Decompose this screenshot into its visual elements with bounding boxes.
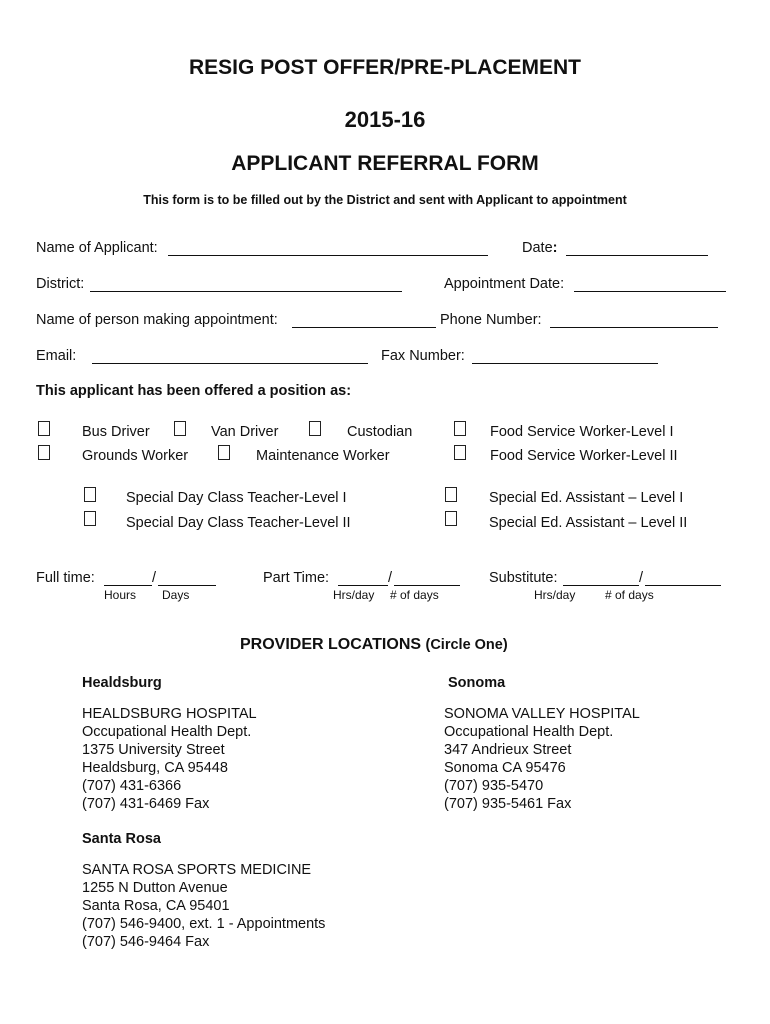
van-driver-label: Van Driver [211, 424, 279, 440]
full-time-days-field[interactable] [158, 585, 216, 586]
phone-number-field[interactable] [550, 327, 718, 328]
sonoma-address: SONOMA VALLEY HOSPITAL Occupational Health Dept. 347 Andrieux Street Sonoma CA 95476 (707) 935-5470 (707) 935-5461 Fax [444, 706, 640, 812]
food-service-2-label: Food Service Worker-Level II [490, 448, 678, 464]
positions-heading: This applicant has been offered a position as: [36, 383, 352, 399]
provider-locations-heading: PROVIDER LOCATIONS (Circle One) [240, 636, 508, 653]
substitute-label: Substitute: [489, 570, 558, 586]
district-label: District: [36, 276, 85, 292]
substitute-days-field[interactable] [645, 585, 721, 586]
substitute-hrs-day-caption: Hrs/day [534, 588, 576, 602]
part-time-slash: / [388, 570, 393, 586]
bus-driver-checkbox[interactable] [38, 421, 50, 436]
fax-number-field[interactable] [472, 363, 658, 364]
healdsburg-region: Healdsburg [82, 675, 162, 691]
part-time-num-days-caption: # of days [390, 588, 439, 602]
grounds-worker-label: Grounds Worker [82, 448, 189, 464]
sped-assistant-1-label: Special Ed. Assistant – Level I [489, 490, 684, 506]
maintenance-worker-checkbox[interactable] [218, 445, 230, 460]
bus-driver-label: Bus Driver [82, 424, 150, 440]
grounds-worker-checkbox[interactable] [38, 445, 50, 460]
full-time-hours-field[interactable] [104, 585, 152, 586]
substitute-num-days-caption: # of days [605, 588, 654, 602]
full-time-slash: / [152, 570, 157, 586]
days-caption: Days [162, 588, 190, 602]
hours-caption: Hours [104, 588, 137, 602]
sdc-teacher-2-checkbox[interactable] [84, 511, 96, 526]
substitute-hours-field[interactable] [563, 585, 639, 586]
food-service-2-checkbox[interactable] [454, 445, 466, 460]
santa-rosa-address: SANTA ROSA SPORTS MEDICINE 1255 N Dutton Avenue Santa Rosa, CA 95401 (707) 546-9400, ext. 1 - Appointments (707) 546-9464 Fax [82, 862, 326, 950]
sonoma-region: Sonoma [448, 675, 506, 691]
appointment-date-label: Appointment Date: [444, 276, 565, 292]
date-label: Date: [522, 240, 558, 256]
food-service-1-checkbox[interactable] [454, 421, 466, 436]
part-time-hrs-day-caption: Hrs/day [333, 588, 375, 602]
form-subtitle: APPLICANT REFERRAL FORM [231, 152, 539, 175]
sped-assistant-2-checkbox[interactable] [445, 511, 457, 526]
sdc-teacher-2-label: Special Day Class Teacher-Level II [126, 515, 351, 531]
sped-assistant-2-label: Special Ed. Assistant – Level II [489, 515, 688, 531]
date-field[interactable] [566, 255, 708, 256]
fax-number-label: Fax Number: [381, 348, 465, 364]
full-time-label: Full time: [36, 570, 95, 586]
district-field[interactable] [90, 291, 402, 292]
sped-assistant-1-checkbox[interactable] [445, 487, 457, 502]
person-making-appointment-field[interactable] [292, 327, 436, 328]
email-field[interactable] [92, 363, 368, 364]
appointment-date-field[interactable] [574, 291, 726, 292]
part-time-days-field[interactable] [394, 585, 460, 586]
form-title-line1: RESIG POST OFFER/PRE-PLACEMENT [188, 56, 582, 79]
person-making-appointment-label: Name of person making appointment: [36, 312, 278, 328]
form-instruction: This form is to be filled out by the District and sent with Applicant to appointment [143, 193, 627, 207]
form-year: 2015-16 [344, 107, 426, 132]
healdsburg-address: HEALDSBURG HOSPITAL Occupational Health Dept. 1375 University Street Healdsburg, CA 95448 (707) 431-6366 (707) 431-6469 Fax [82, 706, 257, 812]
applicant-name-label: Name of Applicant: [36, 240, 158, 256]
custodian-checkbox[interactable] [309, 421, 321, 436]
part-time-label: Part Time: [263, 570, 330, 586]
email-label: Email: [36, 348, 77, 364]
phone-number-label: Phone Number: [440, 312, 542, 328]
van-driver-checkbox[interactable] [174, 421, 186, 436]
substitute-slash: / [639, 570, 644, 586]
sdc-teacher-1-label: Special Day Class Teacher-Level I [126, 490, 347, 506]
part-time-hours-field[interactable] [338, 585, 388, 586]
applicant-name-field[interactable] [168, 255, 488, 256]
sdc-teacher-1-checkbox[interactable] [84, 487, 96, 502]
maintenance-worker-label: Maintenance Worker [256, 448, 390, 464]
custodian-label: Custodian [347, 424, 413, 440]
santa-rosa-region: Santa Rosa [82, 831, 161, 847]
food-service-1-label: Food Service Worker-Level I [490, 424, 674, 440]
